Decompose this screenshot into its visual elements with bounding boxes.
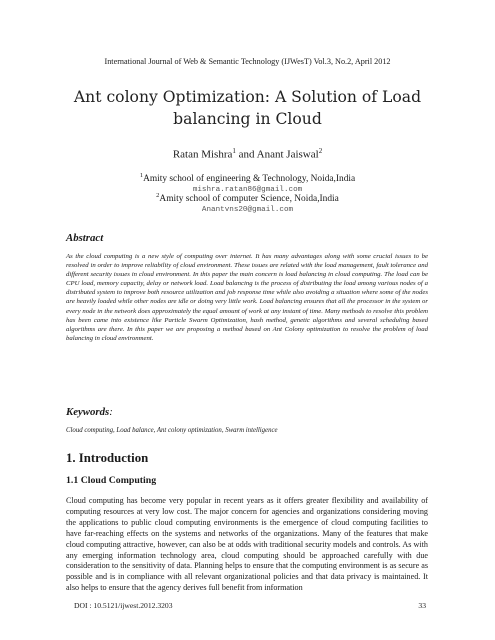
keywords-heading — [66, 406, 113, 418]
author-line — [0, 147, 495, 161]
section-heading: 1. Introduction — [66, 451, 149, 465]
affiliation-superscript: 2 — [156, 191, 160, 199]
journal-header: International Journal of Web & Semantic Technology (IJWesT) Vol.3, No.2, April 2012 — [104, 57, 391, 66]
affiliation-name — [156, 191, 339, 204]
affiliation-name — [139, 171, 356, 184]
author-email: Anantvns20@gmail.com — [201, 206, 294, 214]
abstract-heading: Abstract — [66, 232, 104, 244]
author-email: mishra.ratan86@gmail.com — [192, 186, 303, 194]
abstract-text: As the cloud computing is a new style of computing over internet. It has many advantages along with some crucial issues to be resolved in order to improve reliability of cloud environment. These issues are related with the load management, fault tolerance and different security issues in cloud environment. In this paper the main concern is load balancing in cloud computing. The load can be CPU load, memory capacity, delay or network load. Load balancing is the process of distributing the load among various nodes of a distributed system to improve both resource utilization and job response time while also avoiding a situation where some of the nodes are heavily loaded while other nodes are idle or doing very little work. Load balancing ensures that all the processor in the system or every node in the network does approximately the equal amount of work at any instant of time. Many methods to resolve this problem has been came into existence like Particle Swarm Optimization, hash method, genetic algorithms and several scheduling based algorithms are there. In this paper we are proposing a method based on Ant Colony optimization to resolve the problem of load balancing in cloud environment. — [66, 253, 428, 342]
paper-title: Ant colony Optimization: A Solution of Load balancing in Cloud — [73, 88, 422, 128]
keywords-heading-label: Keywords — [66, 406, 110, 418]
keywords-colon: : — [109, 406, 113, 418]
author-conjunction: and — [235, 148, 257, 161]
affiliation-text: Amity school of engineering & Technology, Noida,India — [143, 174, 356, 184]
affiliation-2 — [0, 188, 495, 214]
author-name: Ratan Mishra — [172, 148, 233, 161]
subsection-heading: 1.1 Cloud Computing — [66, 475, 157, 486]
author-name: Anant Jaiswal — [256, 148, 319, 161]
affiliation-superscript: 1 — [139, 171, 144, 179]
author-superscript: 1 — [232, 147, 236, 155]
author-superscript: 2 — [318, 147, 323, 155]
keywords-text: Cloud computing, Load balance, Ant colony optimization, Swarm intelligence — [66, 427, 278, 434]
body-paragraph: Cloud computing has become very popular in recent years as it offers greater flexibility and availability of computing resources at very low cost. The major concern for agencies and organizations considering moving the applications to public cloud computing environments is the emergence of cloud computing facilities to have far-reaching effects on the systems and networks of the organizations. Many of the features that make cloud computing attractive, however, can also be at odds with traditional security models and controls. As with any emerging information technology area, cloud computing should be approached carefully with due consideration to the sensitivity of data. Planning helps to ensure that the computing environment is as secure as possible and is in compliance with all relevant organizational policies and that data privacy is maintained. It also helps to ensure that the agency derives full benefit from information — [66, 496, 428, 593]
doi-text: DOI : 10.5121/ijwest.2012.3203 — [74, 601, 173, 610]
affiliation-text: Amity school of computer Science, Noida,India — [159, 194, 339, 204]
page-number: 33 — [418, 601, 426, 610]
